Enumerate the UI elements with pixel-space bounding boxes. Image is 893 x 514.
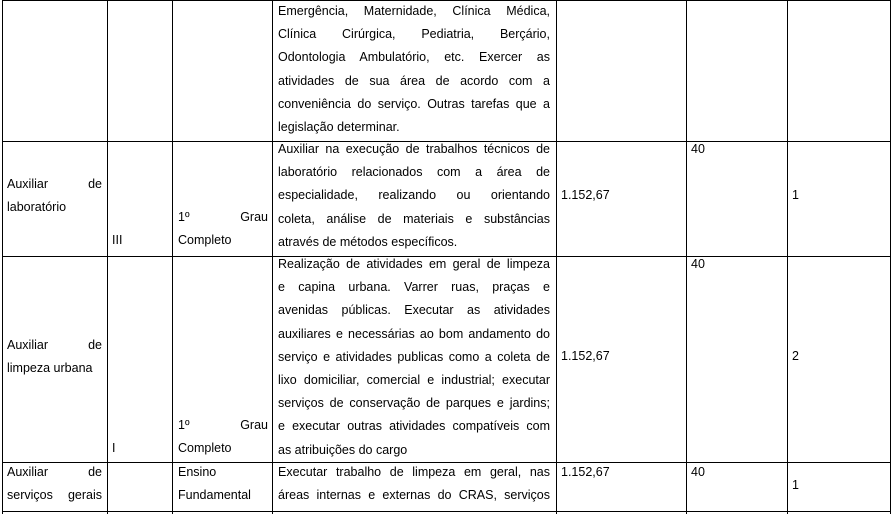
table-border-bottom xyxy=(2,511,891,512)
position-title: Auxiliar de xyxy=(7,465,102,479)
salary-cell: 1.152,67 xyxy=(561,349,610,363)
column-divider xyxy=(2,0,3,514)
position-title: Auxiliar de xyxy=(7,177,102,191)
education-cell: 1º Grau xyxy=(178,418,268,432)
education-cell: Fundamental xyxy=(178,488,251,502)
position-title: serviços gerais xyxy=(7,488,102,502)
description-line: Realização de atividades em geral de limpeza xyxy=(278,257,550,271)
vacancies-cell: 1 xyxy=(792,478,799,492)
column-divider xyxy=(172,0,173,514)
description-line: e executar outras atividades compatíveis com xyxy=(278,419,550,434)
description-line: Auxiliar na execução de trabalhos técnicos de xyxy=(278,142,550,156)
description-line: lixo domiciliar, comercial e industrial; executar xyxy=(278,372,550,387)
description-line: através de métodos específicos. xyxy=(278,234,458,249)
workload-cell: 40 xyxy=(691,142,705,156)
education-cell: Completo xyxy=(178,233,232,247)
salary-cell: 1.152,67 xyxy=(561,465,610,479)
education-cell: 1º Grau xyxy=(178,210,268,224)
description-line: avenidas públicas. Executar as atividades xyxy=(278,303,550,318)
column-divider xyxy=(272,0,273,514)
level-cell: I xyxy=(112,441,116,455)
position-title: laboratório xyxy=(7,200,67,214)
description-line: Odontologia Ambulatório, etc. Exercer as xyxy=(278,50,550,65)
description-line: auxiliares e necessárias ao bom andamento do xyxy=(278,326,550,341)
description-line: áreas internas e externas do CRAS, serviços xyxy=(278,488,550,503)
column-divider xyxy=(787,0,788,514)
description-line: coleta, análise de materiais e substâncias xyxy=(278,211,550,226)
description-line: e capina urbana. Varrer ruas, praças e xyxy=(278,280,550,295)
column-divider xyxy=(686,0,687,514)
description-line: laboratório relacionados com a área de xyxy=(278,165,550,180)
description-cell xyxy=(278,461,550,507)
description-line: legislação determinar. xyxy=(278,119,400,134)
vacancies-cell: 2 xyxy=(792,349,799,363)
workload-cell: 40 xyxy=(691,257,705,271)
description-line: conveniência do serviço. Outras tarefas que a xyxy=(278,96,550,111)
education-cell: Ensino xyxy=(178,465,217,479)
description-line: serviços de conservação de parques e jardins; xyxy=(278,396,550,411)
description-line: Clínica Cirúrgica, Pediatria, Berçário, xyxy=(278,27,550,42)
description-line: Emergência, Maternidade, Clínica Médica, xyxy=(278,4,550,18)
position-title: Auxiliar de xyxy=(7,338,102,352)
column-divider xyxy=(890,0,891,514)
description-cell xyxy=(278,253,550,462)
level-cell: III xyxy=(112,233,123,247)
description-line: atividades de sua área de acordo com a xyxy=(278,73,550,88)
column-divider xyxy=(556,0,557,514)
workload-cell: 40 xyxy=(691,465,705,479)
column-divider xyxy=(107,0,108,514)
description-line: serviço e atividades publicas como a coleta de xyxy=(278,349,550,364)
description-line: as atribuições do cargo xyxy=(278,442,408,457)
position-title: limpeza urbana xyxy=(7,361,93,375)
education-cell: Completo xyxy=(178,441,232,455)
description-line: especialidade, realizando ou orientando xyxy=(278,188,550,203)
description-cell xyxy=(278,138,550,254)
salary-cell: 1.152,67 xyxy=(561,188,610,202)
description-cell xyxy=(278,0,550,139)
vacancies-cell: 1 xyxy=(792,188,799,202)
description-line: Executar trabalho de limpeza em geral, nas xyxy=(278,465,550,479)
